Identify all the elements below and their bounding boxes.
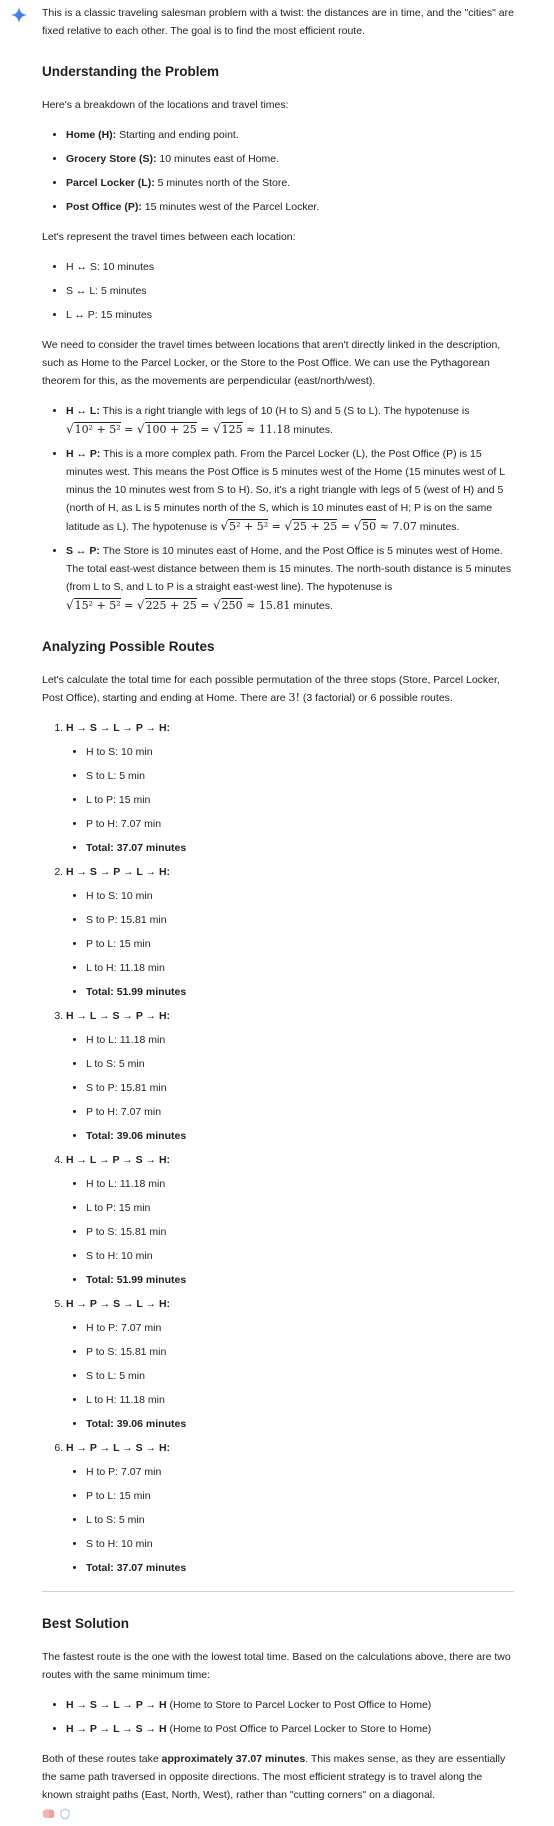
route-total: • Total: 39.06 minutes	[86, 1127, 514, 1145]
brain-icon	[42, 1808, 56, 1820]
math-expression: √5² + 5² = √25 + 25 = √50 ≈ 7.07	[220, 519, 417, 533]
locations-list	[42, 126, 514, 216]
route-leg: • P to L: 15 min	[86, 1487, 514, 1505]
list-item: • S ↔ P: The Store is 10 minutes east of Home, and the Post Office is 5 minutes west of Home. The total east-west distance between them is 15 minutes. The north-south distance is 5 minutes (from L to S, and L to P is a straight east-west line). The hypotenuse is √15² + 5² = √225 + 25 = √250 ≈ 15.81 minutes.	[66, 542, 514, 615]
route-item	[66, 719, 514, 857]
route-leg: • L to S: 5 min	[86, 1055, 514, 1073]
list-item: • H ↔ P: This is a more complex path. From the Parcel Locker (L), the Post Office (P) is 15 minutes west. This means the Post Office is 5 minutes west of the Home (15 minutes west of L minus the 10 minutes west from S to H). So, it's a right triangle with legs of 5 (west of H) and 5 (north of H, as L is 5 minutes north of the S, which is 10 minutes east of H; P is on the same latitude as L). The hypotenuse is √5² + 5² = √25 + 25 = √50 ≈ 7.07 minutes.	[66, 445, 514, 536]
list-item: • Grocery Store (S): 10 minutes east of Home.	[66, 150, 514, 168]
route-leg: • H to L: 11.18 min	[86, 1031, 514, 1049]
times-lead: Let's represent the travel times between each location:	[42, 231, 296, 243]
section-title-best: Best Solution	[42, 1616, 129, 1631]
route-leg: • S to H: 10 min	[86, 1535, 514, 1553]
conclusion-paragraph: Both of these routes take approximately 37.07 minutes. This makes sense, as they are essentially the same path traversed in opposite directions. The most efficient strategy is to travel along the known straight paths (East, North, West), rather than "cutting corners" on a diagonal.	[42, 1753, 506, 1801]
route-leg: • P to S: 15.81 min	[86, 1343, 514, 1361]
solutions-list	[42, 1696, 514, 1738]
route-leg: • S to P: 15.81 min	[86, 911, 514, 929]
route-leg: • S to L: 5 min	[86, 767, 514, 785]
shield-icon	[59, 1808, 71, 1820]
route-leg: • S to P: 15.81 min	[86, 1079, 514, 1097]
footer-icons	[42, 1808, 514, 1822]
route-title: 3. H → L → S → P → H:	[66, 1010, 171, 1022]
list-item: • H ↔ L: This is a right triangle with legs of 10 (H to S) and 5 (S to L). The hypotenuse is √10² + 5² = √100 + 25 = √125 ≈ 11.18 minutes.	[66, 402, 514, 439]
route-leg: • P to H: 7.07 min	[86, 1103, 514, 1121]
route-leg: • H to P: 7.07 min	[86, 1463, 514, 1481]
list-item: • Parcel Locker (L): 5 minutes north of the Store.	[66, 174, 514, 192]
route-title: 6. H → P → L → S → H:	[66, 1442, 171, 1454]
route-total: • Total: 39.06 minutes	[86, 1415, 514, 1433]
divider	[42, 1591, 514, 1592]
list-item: • H → P → L → S → H (Home to Post Office to Parcel Locker to Store to Home)	[66, 1720, 514, 1738]
route-leg: • S to H: 10 min	[86, 1247, 514, 1265]
route-leg: • H to S: 10 min	[86, 887, 514, 905]
route-leg: • L to P: 15 min	[86, 791, 514, 809]
route-item	[66, 1439, 514, 1577]
route-total: • Total: 37.07 minutes	[86, 1559, 514, 1577]
hypotenuse-list	[42, 402, 514, 615]
route-title: 5. H → P → S → L → H:	[66, 1298, 171, 1310]
route-item	[66, 1295, 514, 1433]
routes-list	[42, 719, 514, 1577]
times-list	[42, 258, 514, 324]
route-leg: • H to L: 11.18 min	[86, 1175, 514, 1193]
route-title: 1. H → S → L → P → H:	[66, 722, 171, 734]
pythagoras-paragraph: We need to consider the travel times between locations that aren't directly linked in the description, such as Home to the Parcel Locker, or the Store to the Post Office. We can use the Pythagorean theorem for this, as the movements are perpendicular (east/north/west).	[42, 339, 501, 387]
route-total: • Total: 51.99 minutes	[86, 1271, 514, 1289]
route-leg: • L to H: 11.18 min	[86, 1391, 514, 1409]
route-item	[66, 1151, 514, 1289]
list-item: • H ↔ S: 10 minutes	[66, 258, 514, 276]
best-lead: The fastest route is the one with the lowest total time. Based on the calculations above, there are two routes with the same minimum time:	[42, 1651, 511, 1681]
route-title: 4. H → L → P → S → H:	[66, 1154, 171, 1166]
list-item: • S ↔ L: 5 minutes	[66, 282, 514, 300]
route-total: • Total: 51.99 minutes	[86, 983, 514, 1001]
routes-lead: Let's calculate the total time for each possible permutation of the three stops (Store, Parcel Locker, Post Office), starting and ending at Home. There are 3! (3 factorial) or 6 possible routes.	[42, 674, 500, 704]
intro-paragraph: This is a classic traveling salesman problem with a twist: the distances are in time, and the "cities" are fixed relative to each other. The goal is to find the most efficient route.	[42, 7, 514, 37]
route-leg: • L to P: 15 min	[86, 1199, 514, 1217]
list-item: • L ↔ P: 15 minutes	[66, 306, 514, 324]
route-leg: • S to L: 5 min	[86, 1367, 514, 1385]
route-leg: • L to H: 11.18 min	[86, 959, 514, 977]
list-item: • Home (H): Starting and ending point.	[66, 126, 514, 144]
route-leg: • H to P: 7.07 min	[86, 1319, 514, 1337]
response-content	[42, 4, 514, 1822]
locations-lead: Here's a breakdown of the locations and travel times:	[42, 99, 289, 111]
route-leg: • P to L: 15 min	[86, 935, 514, 953]
route-leg: • P to S: 15.81 min	[86, 1223, 514, 1241]
route-leg: • L to S: 5 min	[86, 1511, 514, 1529]
route-item	[66, 1007, 514, 1145]
math-expression: √15² + 5² = √225 + 25 = √250 ≈ 15.81	[66, 598, 291, 612]
sparkle-icon	[10, 6, 28, 24]
list-item: • Post Office (P): 15 minutes west of the Parcel Locker.	[66, 198, 514, 216]
route-leg: • H to S: 10 min	[86, 743, 514, 761]
route-title: 2. H → S → P → L → H:	[66, 866, 171, 878]
route-leg: • P to H: 7.07 min	[86, 815, 514, 833]
list-item: • H → S → L → P → H (Home to Store to Parcel Locker to Post Office to Home)	[66, 1696, 514, 1714]
math-expression: √10² + 5² = √100 + 25 = √125 ≈ 11.18	[66, 422, 291, 436]
section-title-routes: Analyzing Possible Routes	[42, 639, 215, 654]
route-total: • Total: 37.07 minutes	[86, 839, 514, 857]
section-title-understanding: Understanding the Problem	[42, 64, 220, 79]
route-item	[66, 863, 514, 1001]
